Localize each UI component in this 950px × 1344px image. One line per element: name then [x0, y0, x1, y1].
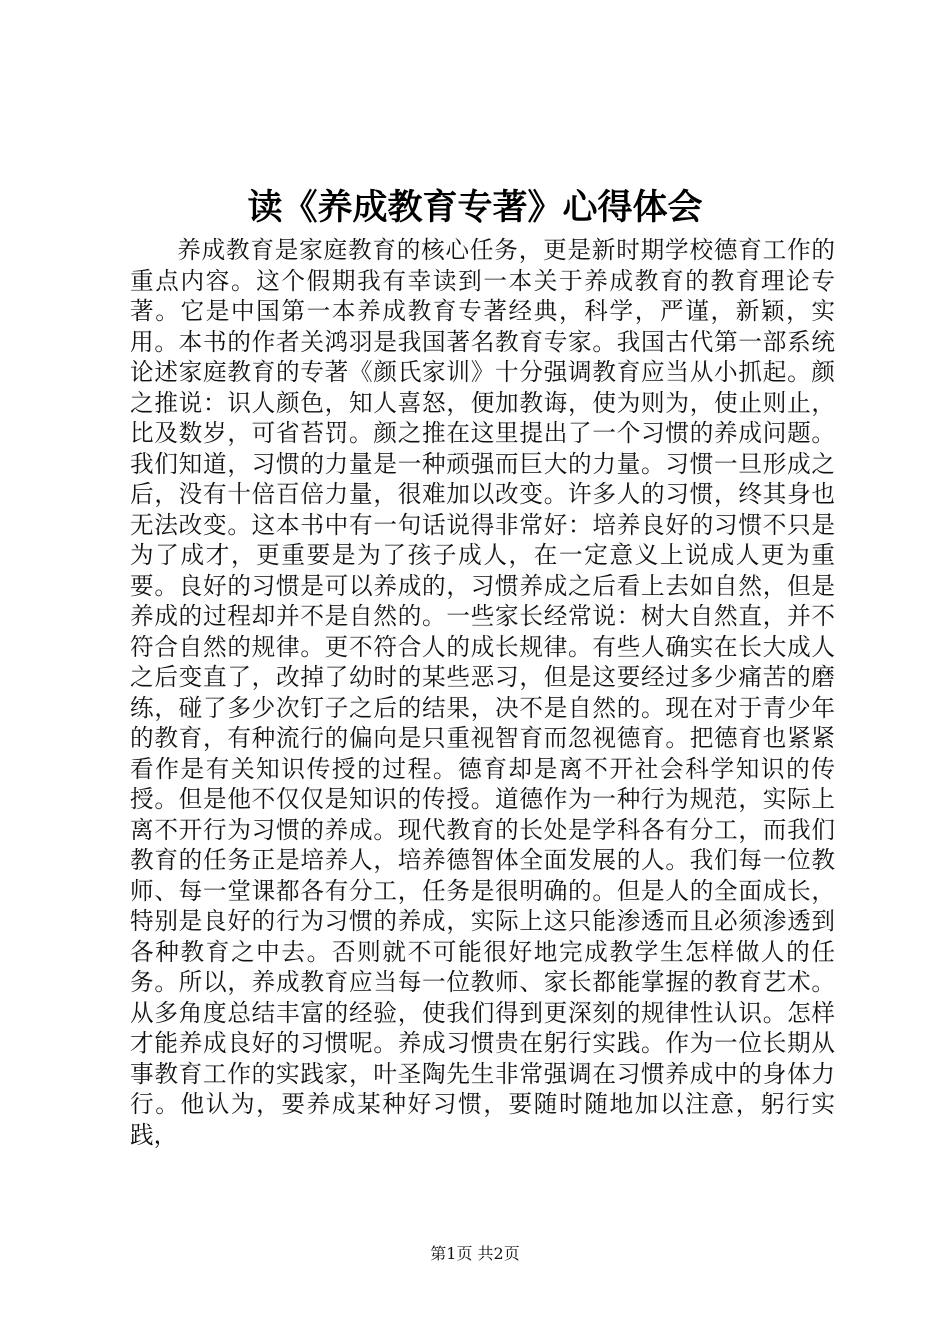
body-paragraph: 养成教育是家庭教育的核心任务，更是新时期学校德育工作的重点内容。这个假期我有幸读到一本关于养成教育的教育理论专著。它是中国第一本养成教育专著经典，科学，严谨，新颖，实用。本书的作者关鸿羽是我国著名教育专家。我国古代第一部系统论述家庭教育的专著《颜氏家训》十分强调教育应当从小抓起。颜之推说：识人颜色，知人喜怒，便加教诲，使为则为，使止则止，比及数岁，可省苔罚。颜之推在这里提出了一个习惯的养成问题。我们知道，习惯的力量是一种顽强而巨大的力量。习惯一旦形成之后，没有十倍百倍力量，很难加以改变。许多人的习惯，终其身也无法改变。这本书中有一句话说得非常好：培养良好的习惯不只是为了成才，更重要是为了孩子成人，在一定意义上说成人更为重要。良好的习惯是可以养成的，习惯养成之后看上去如自然，但是养成的过程却并不是自然的。一些家长经常说：树大自然直，并不符合自然的规律。更不符合人的成长规律。有些人确实在长大成人之后变直了，改掉了幼时的某些恶习，但是这要经过多少痛苦的磨练，碰了多少次钉子之后的结果，决不是自然的。现在对于青少年的教育，有种流行的偏向是只重视智育而忽视德育。把德育也紧紧看作是有关知识传授的过程。德育却是离不开社会科学知识的传授。但是他不仅仅是知识的传授。道德作为一种行为规范，实际上离不开行为习惯的养成。现代教育的长处是学科各有分工，而我们教育的任务正是培养人，培养德智体全面发展的人。我们每一位教师、每一堂课都各有分工，任务是很明确的。但是人的全面成长，特别是良好的行为习惯的养成，实际上这只能渗透而且必须渗透到各种教育之中去。否则就不可能很好地完成教学生怎样做人的任务。所以，养成教育应当每一位教师、家长都能掌握的教育艺术。从多角度总结丰富的经验，使我们得到更深刻的规律性认识。怎样才能养成良好的习惯呢。养成习惯贵在躬行实践。作为一位长期从事教育工作的实践家，叶圣陶先生非常强调在习惯养成中的身体力行。他认为，要养成某种好习惯，要随时随地加以注意，躬行实践，: [130, 236, 835, 1149]
document-title: 读《养成教育专著》心得体会: [247, 188, 703, 228]
page-number-footer: 第1页 共2页: [430, 1244, 520, 1263]
